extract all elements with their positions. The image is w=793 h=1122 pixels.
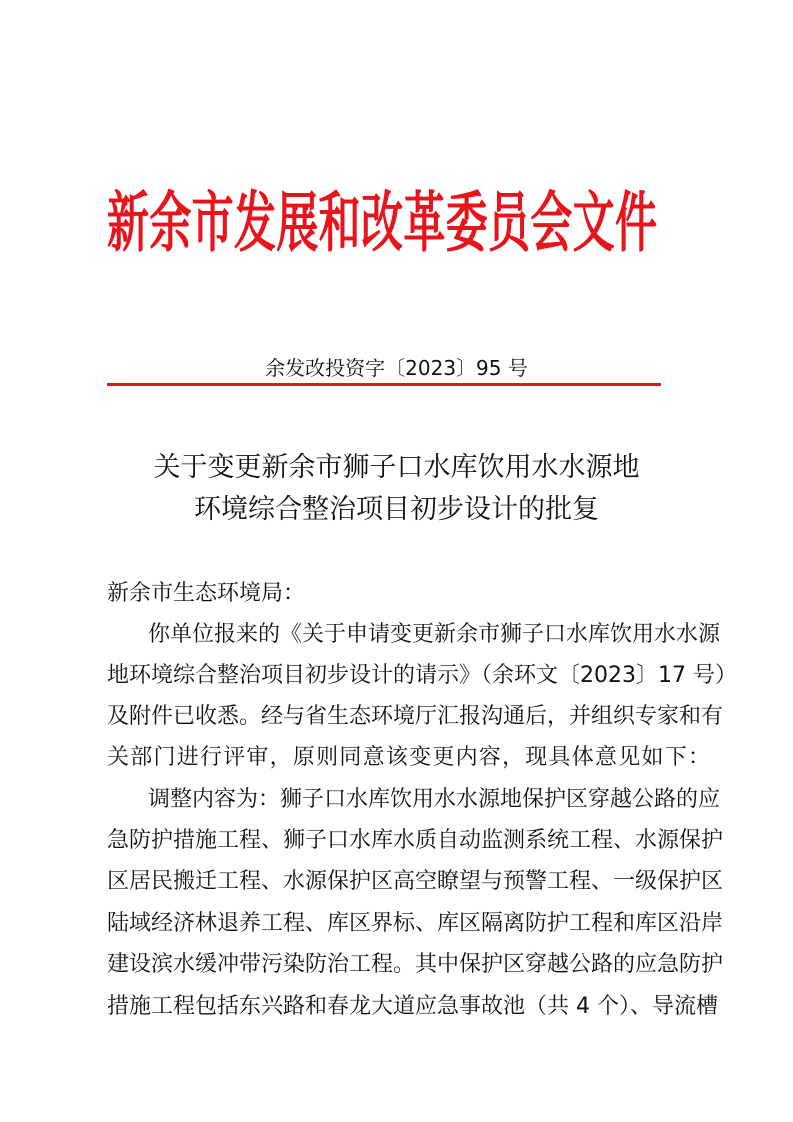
body-line: 区居民搬迁工程、水源保护区高空瞭望与预警工程、一级保护区 bbox=[107, 869, 724, 894]
body-line: 陆域经济林退养工程、库区界标、库区隔离防护工程和库区沿岸 bbox=[107, 911, 724, 936]
body-line: 及附件已收悉。经与省生态环境厅汇报沟通后，并组织专家和有 bbox=[107, 704, 724, 729]
body-line: 措施工程包括东兴路和春龙大道应急事故池（共 4 个）、导流槽 bbox=[107, 994, 718, 1019]
salutation: 新余市生态环境局： bbox=[107, 581, 306, 606]
body-line: 急防护措施工程、狮子口水库水质自动监测系统工程、水源保护 bbox=[107, 828, 724, 853]
document-title-line-2: 环境综合整治项目初步设计的批复 bbox=[194, 494, 599, 525]
body-line: 关部门进行评审，原则同意该变更内容，现具体意见如下： bbox=[107, 745, 710, 770]
body-line: 你单位报来的《关于申请变更新余市狮子口水库饮用水水源 bbox=[148, 622, 721, 647]
body-line: 地环境综合整治项目初步设计的请示》（余环文〔2023〕17 号） bbox=[107, 663, 737, 688]
red-divider bbox=[107, 383, 661, 386]
document-header-organization: 新余市发展和改革委员会文件 bbox=[107, 184, 655, 261]
document-title-line-1: 关于变更新余市狮子口水库饮用水水源地 bbox=[153, 452, 640, 483]
document-number: 余发改投资字〔2023〕95 号 bbox=[265, 356, 528, 380]
body-line: 建设滨水缓冲带污染防治工程。其中保护区穿越公路的应急防护 bbox=[107, 952, 724, 977]
body-line: 调整内容为：狮子口水库饮用水水源地保护区穿越公路的应 bbox=[148, 787, 721, 812]
